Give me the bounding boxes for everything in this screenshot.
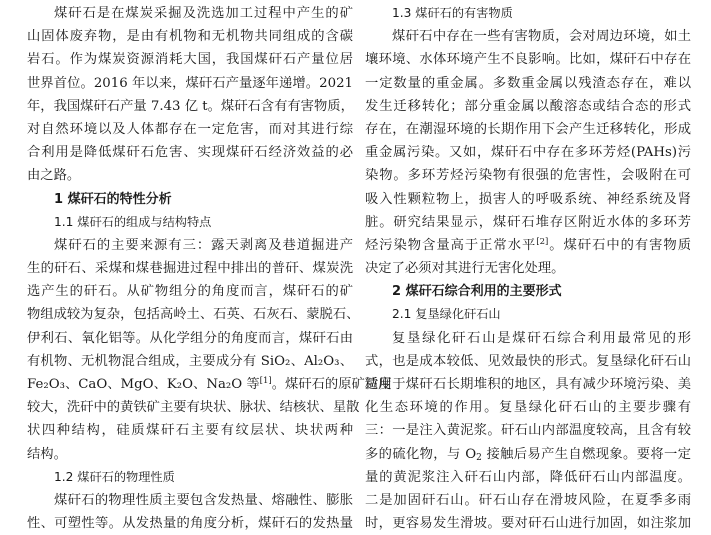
paragraph-line: 年，我国煤矸石产量 7.43 亿 t。煤矸石含有有害物质， bbox=[27, 98, 354, 114]
paragraph-line: 状四种结构，硅质煤矸石主要有纹层状、块状两种 bbox=[27, 423, 353, 439]
paragraph-line: 对自然环境以及人体都存在一定危害，而对其进行综 bbox=[27, 121, 353, 137]
paragraph-line: 较大，洗矸中的黄铁矿主要有块状、脉状、结核状、星散 bbox=[27, 400, 360, 416]
paragraph-line: 伊利石、氧化铝等。从化学组分的角度而言，煤矸石由 bbox=[27, 330, 353, 346]
subsection-heading: 1.1 煤矸石的组成与结构特点 bbox=[54, 214, 212, 229]
paragraph-line: 岩石。作为煤炭资源消耗大国，我国煤矸石产量位居 bbox=[27, 52, 353, 68]
paragraph-line: 发生迁移转化；部分重金属以酸溶态或结合态的形式 bbox=[365, 98, 691, 114]
paragraph-line: 世界首位。2016 年以来，煤矸石产量逐年递增。2021 bbox=[27, 75, 353, 91]
paragraph-line: 二是加固矸石山。矸石山存在滑坡风险，在夏季多雨 bbox=[365, 492, 691, 508]
citation-ref[interactable]: [1] bbox=[259, 376, 272, 386]
paragraph-line: 煤矸石的物理性质主要包含发热量、熔融性、膨胀 bbox=[54, 492, 353, 508]
paragraph-line: 壤环境、水体环境产生不良影响。比如，煤矸石中存在 bbox=[365, 52, 691, 68]
paragraph-line: 生的矸石、采煤和煤巷掘进过程中排出的普矸、煤炭洗 bbox=[27, 261, 353, 277]
formula-na2o: Na₂O bbox=[206, 377, 243, 392]
paragraph-line: 时，更容易发生滑坡。要对矸石山进行加固，如注浆加 bbox=[365, 516, 691, 532]
text-run: 。煤矸石中的有害物质 bbox=[548, 237, 692, 253]
paragraph-line: 存在，在潮湿环境的长期作用下会产生迁移转化，形成 bbox=[365, 121, 691, 137]
formula-fe2o3: Fe₂O₃ bbox=[27, 377, 65, 392]
paragraph-line: 结构。 bbox=[27, 446, 67, 462]
left-column bbox=[27, 2, 392, 535]
formula-tail: 。煤矸石的原矿粒度 bbox=[271, 377, 392, 392]
paragraph-line: 三：一是注入黄泥浆。矸石山内部温度较高，且含有较 bbox=[365, 423, 691, 439]
paragraph-line: 复垦绿化矸石山是煤矸石综合利用最常见的形 bbox=[392, 330, 691, 346]
paragraph-line: 物组成较为复杂，包括高岭土、石英、石灰石、蒙脱石、 bbox=[27, 307, 360, 323]
formula-k2o: K₂O bbox=[166, 377, 194, 392]
paragraph-line: 煤矸石的主要来源有三：露天剥离及巷道掘进产 bbox=[54, 237, 353, 253]
subscript: 2 bbox=[476, 452, 482, 463]
paragraph-line: 山固体废弃物，是由有机物和无机物共同组成的含碳 bbox=[27, 29, 353, 45]
paragraph-line: 合利用是降低煤矸石危害、实现煤矸石经济效益的必 bbox=[27, 145, 353, 161]
paragraph-line: 选产生的矸石。从矿物组分的角度而言，煤矸石的矿 bbox=[27, 284, 353, 300]
citation-ref[interactable]: [2] bbox=[536, 236, 549, 247]
section-heading: 2 煤矸石综合利用的主要形式 bbox=[392, 284, 562, 300]
paragraph-line: 染物。多环芳烃污染物有很强的危害性，会吸附在可 bbox=[365, 168, 691, 184]
formula-rest: 等 bbox=[246, 377, 260, 392]
subsection-heading: 2.1 复垦绿化矸石山 bbox=[392, 307, 501, 322]
paragraph-line: 吸入性颗粒物上，损害人的呼吸系统、神经系统及肾 bbox=[365, 191, 691, 207]
paragraph-line: 式，也是成本较低、见效最快的形式。复垦绿化矸石山 bbox=[365, 353, 691, 369]
paragraph-line bbox=[365, 443, 691, 466]
right-column bbox=[365, 2, 691, 535]
section-heading: 1 煤矸石的特性分析 bbox=[54, 191, 172, 207]
text-run: 多的硫化物，与 O bbox=[365, 446, 477, 462]
text-run: 烃污染物含量高于正常水平 bbox=[365, 237, 537, 253]
subsection-heading: 1.3 煤矸石的有害物质 bbox=[392, 6, 513, 20]
paragraph-line: 煤矸石中存在一些有害物质，会对周边环境，如土 bbox=[392, 29, 691, 45]
paragraph-line: 脏。研究结果显示，煤矸石堆存区附近水体的多环芳 bbox=[365, 214, 691, 230]
subsection-heading: 1.2 煤矸石的物理性质 bbox=[54, 469, 175, 484]
paragraph-line: 化生态环境的作用。复垦绿化矸石山的主要步骤有 bbox=[365, 400, 691, 416]
paragraph-line: 决定了必须对其进行无害化处理。 bbox=[365, 261, 565, 277]
paragraph-line: 适用于煤矸石长期堆积的地区，具有减少环境污染、美 bbox=[365, 377, 691, 392]
paragraph-line: 由之路。 bbox=[27, 168, 81, 184]
formula-line: Fe₂O₃、CaO、MgO、K₂O、Na₂O 等[1]。煤矸石的原矿粒度 bbox=[27, 376, 392, 392]
paragraph-line: 性、可塑性等。从发热量的角度分析，煤矸石的发热量 bbox=[27, 516, 353, 532]
text-run: 接触后易产生自燃现象。要将一定 bbox=[481, 446, 691, 462]
paragraph-line: 重金属污染。又如，煤矸石中存在多环芳烃(PAHs)污 bbox=[365, 145, 691, 161]
paragraph-line: 有机物、无机物混合组成，主要成分有 SiO₂、Al₂O₃、 bbox=[27, 353, 353, 369]
paragraph-line: 煤矸石是在煤炭采掘及洗选加工过程中产生的矿 bbox=[54, 6, 353, 21]
formula-mgo: MgO bbox=[120, 377, 154, 392]
paragraph-line: 一定数量的重金属。多数重金属以残渣态存在，难以 bbox=[365, 75, 691, 91]
formula-cao: CaO bbox=[78, 377, 108, 392]
paragraph-line bbox=[365, 234, 691, 257]
paragraph-line: 量的黄泥浆注入矸石山内部，降低矸石山内部温度。 bbox=[365, 469, 691, 485]
